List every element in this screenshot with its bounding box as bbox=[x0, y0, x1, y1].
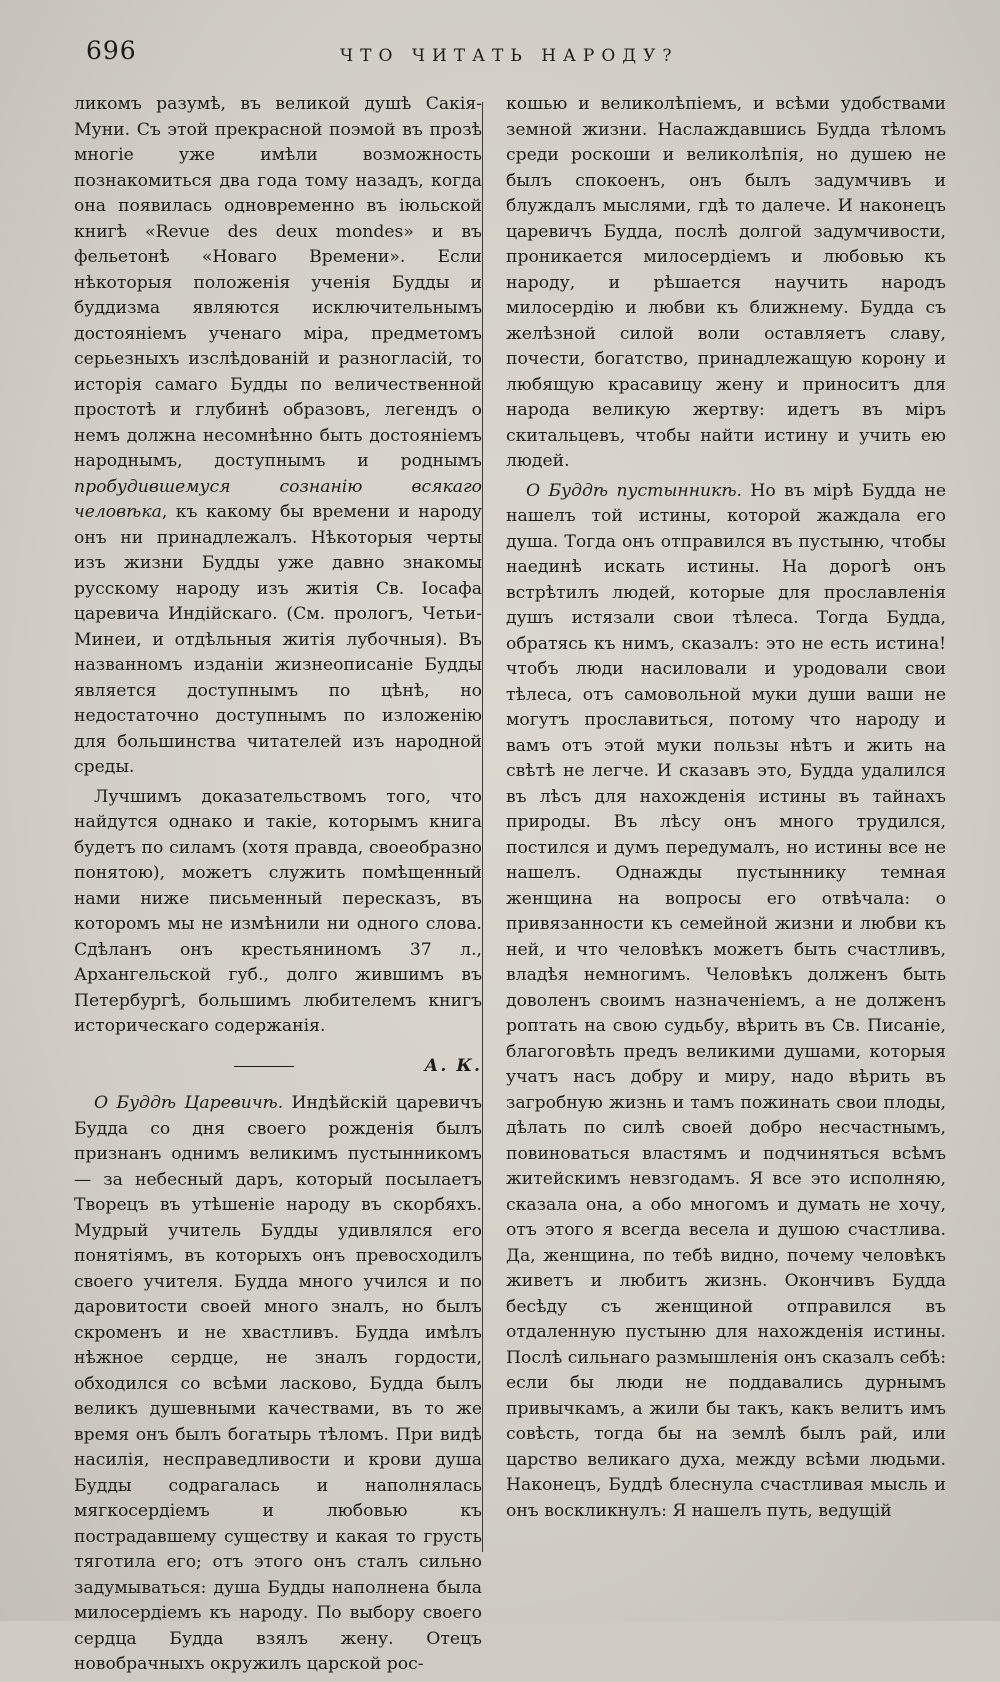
paragraph-text: Индѣйскій царевичъ Будда со дня своего рожденія былъ признанъ однимъ великимъ пустынникомъ — за небесный даръ, который посылаетъ Творецъ въ утѣшеніе народу въ скорбяхъ. Мудрый учитель Будды удивлялся его понятіямъ, въ которыхъ онъ превосходилъ своего учителя. Будда много учился и по даровитости своей много зналъ, но былъ скроменъ и не хвастливъ. Будда имѣлъ нѣжное сердце, не зналъ гордости, обходился со всѣми ласково, Будда былъ великъ душевными качествами, въ то же время онъ былъ богатырь тѣломъ. При видѣ насилія, несправедливости и крови душа Будды содрагалась и наполнялась мягкосердіемъ и любовью къ пострадавшему существу и какая то грусть тяготила его; отъ этого онъ сталъ сильно задумываться: душа Будды наполнена была милосердіемъ къ народу. По выбору своего сердца Будда взялъ жену. Отецъ новобрачныхъ окружилъ царской рос- bbox=[74, 1093, 482, 1674]
paragraph-text: Но въ мірѣ Будда не нашелъ той истины, которой жаждала его душа. Тогда онъ отправился въ пустыню, чтобы наединѣ искать истины. На дорогѣ онъ встрѣтилъ людей, которые для прославленія душъ истязали свои тѣлеса. Тогда Будда, обратясь къ нимъ, сказалъ: это не есть истина! чтобъ люди насиловали и уродовали свои тѣлеса, отъ самовольной муки души ваши не могутъ прославиться, потому что народу и вамъ отъ этой муки пользы нѣтъ и жить на свѣтѣ не легче. И сказавъ это, Будда удалился въ лѣсъ для нахожденія истины въ тайнахъ природы. Въ лѣсу онъ много трудился, постился и думъ передумалъ, но истины все не нашелъ. Однажды пустыннику темная женщина на вопросы его отвѣчала: о привязанности къ семейной жизни и любви къ ней, и что человѣкъ можетъ быть счастливъ, владѣя немногимъ. Человѣкъ долженъ быть доволенъ своимъ назначеніемъ, а не долженъ роптать на свою судьбу, вѣрить въ Св. Писаніе, благоговѣть предъ великими душами, которыя учатъ насъ добру и миру, надо вѣрить въ загробную жизнь и тамъ пожинать свои плоды, дѣлать по силѣ своей добро несчастнымъ, повиноваться властямъ и подчиняться всѣмъ житейскимъ невзгодамъ. Я все это исполняю, сказала она, а обо многомъ и думать не хочу, отъ этого я всегда весела и душою счастлива. Да, женщина, по тебѣ видно, почему человѣкъ живетъ и любитъ жизнь. Окончивъ Будда бесѣду съ женщиной отправился въ отдаленную пустыню для нахожденія истины. Послѣ сильнаго размышленія онъ сказалъ себѣ: если бы люди не поддавались дурнымъ привычкамъ, а жили бы такъ, какъ велитъ имъ совѣсть, тогда бы на землѣ былъ рай, или царство великаго духа, между всѣми людьми. Наконецъ, Буддѣ блеснула счастливая мысль и онъ воскликнулъ: Я нашелъ путь, ведущій bbox=[506, 480, 946, 1521]
left-column bbox=[74, 92, 482, 1682]
paragraph bbox=[74, 1091, 482, 1678]
section-heading: О Буддѣ пустынникѣ. bbox=[526, 480, 743, 501]
column-divider bbox=[482, 102, 483, 1552]
author-signature: А. К. bbox=[424, 1055, 482, 1076]
paragraph-text: , къ какому бы времени и народу онъ ни принадлежалъ. Нѣкоторыя черты изъ жизни Будды уже давно знакомы русскому народу изъ житія Св. Іосафа царевича Индійскаго. (См. прологъ, Четьи-Минеи, и отдѣльныя житія лубочныя). Въ названномъ изданіи жизнеописаніе Будды является доступнымъ по цѣнѣ, но недостаточно доступнымъ по изложенію для большинства читателей изъ народной среды. bbox=[74, 502, 482, 777]
paragraph: Лучшимъ доказательствомъ того, что найдутся однако и такіе, которымъ книга будетъ по силамъ (хотя правда, своеобразно понятою), можетъ служить помѣщенный нами ниже письменный пересказъ, въ которомъ мы не измѣнили ни одного слова. Сдѣланъ онъ крестьяниномъ 37 л., Архангельской губ., долго жившимъ въ Петербургѣ, большимъ любителемъ книгъ историческаго содержанія. bbox=[74, 786, 482, 1036]
right-column bbox=[506, 92, 946, 1528]
paragraph: кошью и великолѣпіемъ, и всѣми удобствами земной жизни. Наслаждавшись Будда тѣломъ среди роскоши и великолѣпія, но душею не былъ спокоенъ, онъ былъ задумчивъ и блуждалъ мыслями, гдѣ то далече. И наконецъ царевичъ Будда, послѣ долгой задумчивости, проникается милосердіемъ и любовью къ народу, и рѣшается научить народъ милосердію и любви къ ближнему. Будда съ желѣзной силой воли оставляетъ славу, почести, богатство, принадлежащую корону и любящую красавицу жену и приноситъ для народа великую жертву: идетъ въ міръ скитальцевъ, чтобы найти истину и учить ею людей. bbox=[506, 94, 946, 471]
paragraph bbox=[74, 92, 482, 781]
running-title: ЧТО ЧИТАТЬ НАРОДУ? bbox=[340, 46, 679, 66]
divider bbox=[234, 1066, 294, 1067]
page-number: 696 bbox=[86, 36, 137, 65]
italic-phrase: пробудившемуся сознанію всякаго человѣка bbox=[74, 476, 482, 522]
paragraph bbox=[506, 479, 946, 1525]
signature-line bbox=[74, 1054, 482, 1080]
paragraph-text: ликомъ разумѣ, въ великой душѣ Сакія-Муни. Съ этой прекрасной поэмой въ прозѣ многіе уже имѣли возможность познакомиться два года тому назадъ, когда она появилась одновременно въ іюльской книгѣ «Revue des deux mondes» и въ фельетонѣ «Новаго Времени». Если нѣкоторыя положенія ученія Будды и буддизма являются исключительнымъ достояніемъ ученаго міра, предметомъ серьезныхъ изслѣдованій и разногласій, то исторія самаго Будды по величественной простотѣ и глубинѣ образовъ, легендъ о немъ должна несомнѣнно быть достояніемъ народнымъ, доступнымъ и роднымъ bbox=[74, 94, 482, 471]
section-heading: О Буддѣ Царевичѣ. bbox=[94, 1093, 284, 1113]
